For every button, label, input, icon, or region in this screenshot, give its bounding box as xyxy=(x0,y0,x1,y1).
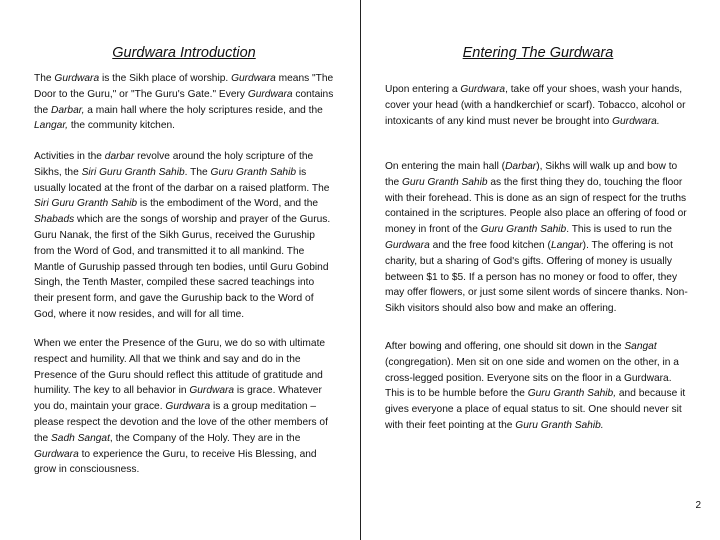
text-run: which are the songs of worship and prayer of the Gurus. Guru Nanak, the first of the Sikh Gurus, received the Guruship from the Word of God, and transmitted it to all mankind. The Mantle of Guruship passed through ten bodies, until Guru Gobind Singh, the Tenth Master, compiled these sacred teachings into their present form, and gave the Guruship back to the Word of God, where it now resides, and will for all time. xyxy=(34,214,331,320)
italic-term: Gurdwara xyxy=(231,73,276,84)
text-run: On entering the main hall ( xyxy=(385,161,506,172)
text-run: Upon entering a xyxy=(385,84,461,95)
left-paragraph-2 xyxy=(34,149,334,323)
italic-term: Guru Granth Sahib xyxy=(480,224,567,236)
right-paragraph-3 xyxy=(385,339,691,434)
right-paragraph-2 xyxy=(385,159,691,317)
italic-term: darbar xyxy=(104,151,135,162)
italic-term: Siri Guru Granth Sahib xyxy=(34,198,138,210)
text-run: ). The offering is not charity, but a sharing of God's gifts. Offering of money is usually between $1 to $5. If a person has no money or food to offer, they may offer flowers, or just some silent words of sincere thanks. Non-Sikh visitors should also bow and make an offering. xyxy=(385,239,688,315)
text-run: is the Sikh place of worship. xyxy=(99,73,232,84)
italic-term: Guru Granth Sahib, xyxy=(527,388,617,400)
text-run: is usually located at the front of the darbar on a raised platform. The xyxy=(34,166,330,194)
text-run: When we enter the Presence of the Guru, we do so with ultimate respect and humility. All that we think and say and do in the Presence of the Guru should reflect this attitude of gratitude and humility. The key to all behavior in xyxy=(34,338,326,397)
italic-term: Siri Guru Granth Sahib xyxy=(81,166,185,178)
text-run: , the Company of the Holy. They are in the xyxy=(109,432,301,444)
italic-term: Shabads xyxy=(34,214,75,226)
italic-term: Gurdwara xyxy=(385,239,430,251)
italic-term: Guru Granth Sahib. xyxy=(515,419,604,431)
text-run: contains the xyxy=(34,88,334,116)
column-divider xyxy=(360,0,361,540)
text-run: is grace. Whatever you do, maintain your grace. xyxy=(34,385,322,413)
italic-term: Guru Granth Sahib xyxy=(402,176,488,188)
text-run: and the free food kitchen ( xyxy=(429,239,551,251)
left-section-title: Gurdwara Introduction xyxy=(112,45,256,61)
text-run: , take off your shoes, wash your hands, cover your head (with a handkerchief or scarf). Tobacco, alcohol or intoxicants of any kind must never be brought into xyxy=(385,84,686,127)
italic-term: Sangat xyxy=(624,341,657,352)
page-number: 2 xyxy=(695,500,701,511)
text-run: Activities in the xyxy=(34,151,105,162)
text-run: and because it gives everyone a place of equal status to sit. One should never sit with their feet pointing at the xyxy=(385,388,686,431)
text-run: . This is used to run the xyxy=(566,224,672,236)
text-run: ), Sikhs will walk up and bow to the xyxy=(385,161,678,188)
text-run: (congregation). Men sit on one side and women on the other, in a cross-legged position. Everyone sits on the floor in a Gurdwara. This is to be humble before the xyxy=(385,356,679,400)
italic-term: Gurdwara. xyxy=(612,115,660,127)
italic-term: Gurdwara xyxy=(247,88,293,100)
italic-term: Darbar, xyxy=(51,104,85,116)
text-run: as the first thing they do, touching the floor with their forehead. This is done as an sign of respect for the truths contained in the scriptures. People also place an offering of food or money in front of the xyxy=(385,176,687,236)
italic-term: Darbar xyxy=(505,161,537,172)
italic-term: Sadh Sangat xyxy=(51,432,110,444)
left-paragraph-1 xyxy=(34,71,334,134)
right-section-title: Entering The Gurdwara xyxy=(462,45,614,61)
italic-term: Gurdwara xyxy=(165,401,211,413)
text-run: . The xyxy=(184,166,211,178)
italic-term: Gurdwara xyxy=(460,84,506,95)
text-run: means "The Door to the Guru," or "The Guru's Gate." Every xyxy=(34,73,334,100)
text-run: a main hall where the holy scriptures reside, and the xyxy=(84,104,323,116)
text-run: to experience the Guru, to receive His Blessing, and grow in consciousness. xyxy=(34,448,317,476)
italic-term: Langar xyxy=(550,239,583,251)
text-run: is the embodiment of the Word, and the xyxy=(137,198,319,210)
text-run: is a group meditation – please respect the devotion and the love of the other members of the xyxy=(34,401,328,444)
text-run: revolve around the holy scripture of the Sikhs, the xyxy=(34,151,314,178)
italic-term: Langar, xyxy=(34,120,68,132)
text-run: The xyxy=(34,73,55,84)
italic-term: Gurdwara xyxy=(189,385,235,397)
text-run: the community kitchen. xyxy=(68,120,176,132)
italic-term: Gurdwara xyxy=(34,448,79,460)
italic-term: Gurdwara xyxy=(54,73,100,84)
left-paragraph-3 xyxy=(34,336,334,478)
text-run: After bowing and offering, one should sit down in the xyxy=(385,341,625,352)
right-paragraph-1 xyxy=(385,82,691,129)
italic-term: Guru Granth Sahib xyxy=(210,166,297,178)
